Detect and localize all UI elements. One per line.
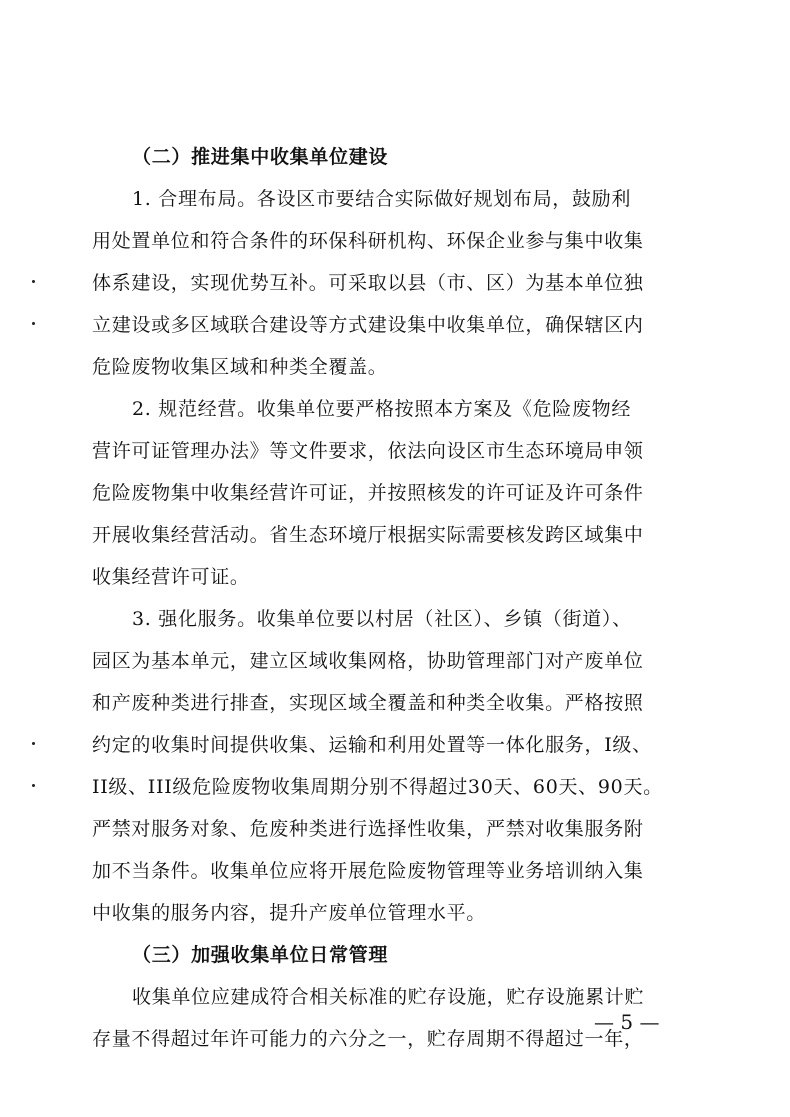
margin-mark bbox=[32, 784, 35, 787]
paragraph-line: 立建设或多区域联合建设等方式建设集中收集单位，确保辖区内 bbox=[92, 314, 644, 336]
margin-mark bbox=[32, 322, 35, 325]
paragraph-line: 体系建设，实现优势互补。可采取以县（市、区）为基本单位独 bbox=[92, 272, 644, 294]
paragraph-line: 严禁对服务对象、危废种类进行选择性收集，严禁对收集服务附 bbox=[92, 818, 644, 840]
paragraph-line: 收集单位应建成符合相关标准的贮存设施，贮存设施累计贮 bbox=[132, 986, 645, 1008]
paragraph-line: 园区为基本单元，建立区域收集网格，协助管理部门对产废单位 bbox=[92, 650, 644, 672]
paragraph-line: 中收集的服务内容，提升产废单位管理水平。 bbox=[92, 902, 487, 924]
section-heading-2: （二）推进集中收集单位建设 bbox=[132, 146, 389, 168]
paragraph-line: 存量不得超过年许可能力的六分之一，贮存周期不得超过一年， bbox=[92, 1028, 644, 1050]
paragraph-line: 2. 规范经营。收集单位要严格按照本方案及《危险废物经 bbox=[132, 398, 632, 420]
paragraph-line: 和产废种类进行排查，实现区域全覆盖和种类全收集。严格按照 bbox=[92, 692, 644, 714]
paragraph-line: 用处置单位和符合条件的环保科研机构、环保企业参与集中收集 bbox=[92, 230, 644, 252]
paragraph-line: 危险废物收集区域和种类全覆盖。 bbox=[92, 356, 388, 378]
margin-mark bbox=[32, 742, 35, 745]
paragraph-line: 收集经营许可证。 bbox=[92, 566, 250, 588]
paragraph-line: 1. 合理布局。各设区市要结合实际做好规划布局，鼓励利 bbox=[132, 188, 632, 210]
paragraph-line: 开展收集经营活动。省生态环境厅根据实际需要核发跨区域集中 bbox=[92, 524, 644, 546]
paragraph-line: 加不当条件。收集单位应将开展危险废物管理等业务培训纳入集 bbox=[92, 860, 644, 882]
section-heading-3: （三）加强收集单位日常管理 bbox=[132, 944, 389, 966]
paragraph-line: II级、III级危险废物收集周期分别不得超过30天、60天、90天。 bbox=[92, 776, 663, 798]
margin-mark bbox=[32, 280, 35, 283]
page-number: — 5 — bbox=[594, 1010, 660, 1034]
paragraph-line: 危险废物集中收集经营许可证，并按照核发的许可证及许可条件 bbox=[92, 482, 644, 504]
paragraph-line: 3. 强化服务。收集单位要以村居（社区）、乡镇（街道）、 bbox=[132, 608, 632, 630]
paragraph-line: 约定的收集时间提供收集、运输和利用处置等一体化服务，I级、 bbox=[92, 734, 652, 756]
paragraph-line: 营许可证管理办法》等文件要求，依法向设区市生态环境局申领 bbox=[92, 440, 644, 462]
